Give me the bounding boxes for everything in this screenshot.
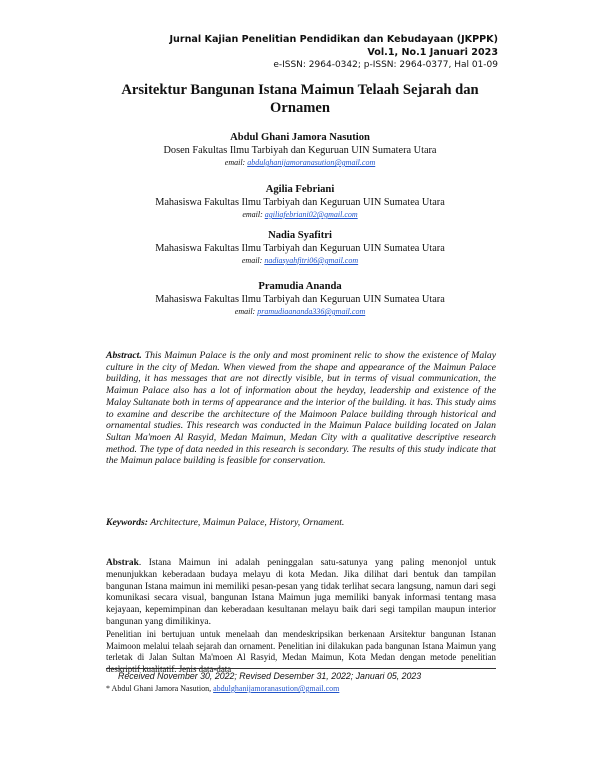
journal-volume: Vol.1, No.1 Januari 2023: [367, 47, 498, 58]
footer-divider: [106, 668, 496, 669]
author-email-line: [100, 255, 500, 266]
footnote-email-link[interactable]: abdulghanijamoranasution@gmail.com: [213, 684, 340, 693]
indonesian-abstract: [106, 558, 496, 676]
author-block-4: [100, 280, 500, 317]
corresponding-author-footnote: [106, 683, 339, 694]
received-dates: Received November 30, 2022; Revised Desember 31, 2022; Januari 05, 2023: [118, 671, 422, 681]
abstrak-label: Abstrak: [106, 558, 139, 568]
keywords-label: Keywords:: [106, 517, 148, 528]
author-block-2: [100, 183, 500, 220]
english-abstract: [106, 350, 496, 467]
journal-issn: e-ISSN: 2964-0342; p-ISSN: 2964-0377, Hal 01-09: [273, 60, 498, 70]
author-name: Agilia Febriani: [265, 184, 335, 195]
author-name: Nadia Syafitri: [268, 230, 332, 241]
author-email-link[interactable]: agiliafebriani02@gmail.com: [264, 210, 358, 219]
email-label: email:: [242, 210, 263, 219]
author-email-line: [100, 209, 500, 220]
journal-name: Jurnal Kajian Penelitian Pendidikan dan Kebudayaan (JKPPK): [169, 34, 498, 45]
keywords: [106, 517, 496, 529]
author-email-link[interactable]: abdulghanijamoranasution@gmail.com: [247, 158, 376, 167]
paper-title: [100, 81, 500, 117]
abstract-label: Abstract.: [106, 350, 142, 361]
author-affiliation: Mahasiswa Fakultas Ilmu Tarbiyah dan Keguruan UIN Sumatea Utara: [155, 243, 445, 254]
author-name: Pramudia Ananda: [258, 281, 342, 292]
footnote-author: * Abdul Ghani Jamora Nasution,: [106, 684, 212, 693]
email-label: email:: [241, 256, 263, 265]
paper-title-line2: Ornamen: [270, 100, 330, 116]
author-block-3: [100, 229, 500, 266]
author-email-line: [100, 157, 500, 168]
author-email-link[interactable]: nadiasyahfitri06@gmail.com: [264, 256, 359, 265]
email-label: email:: [234, 307, 256, 316]
author-email-link[interactable]: pramudiaananda336@gmail.com: [257, 307, 366, 316]
author-affiliation: Dosen Fakultas Ilmu Tarbiyah dan Keguruan UIN Sumatera Utara: [163, 145, 437, 156]
abstract-text: This Maimun Palace is the only and most prominent relic to show the existence of Malay culture in the city of Medan. When viewed from the shape and appearance of the Maimun Palace building, it has messages that are not directly visible, but in terms of visual communication, the Maimun Palace also has a lot of information about the heyday, leadership and existence of the Malay Sultanate both in terms of appearance and the interior of the building. it has. This study aims to examine and describe the architecture of the Maimoon Palace building through historical and ornamental studies. This research was conducted in the Maimun Palace building located on Jalan Sultan Ma'moen Al Rasyid, Medan Maimun, Medan City with a qualitative descriptive research method. The type of data needed in this research is secondary. The results of this study indicate that the Maimun palace building is feasible for conservation.: [106, 350, 496, 467]
author-name: Abdul Ghani Jamora Nasution: [230, 132, 370, 143]
paper-title-line1: Arsitektur Bangunan Istana Maimun Telaah Sejarah dan: [121, 82, 479, 98]
keywords-text: Architecture, Maimun Palace, History, Ornament.: [150, 517, 345, 528]
abstrak-text-1: . Istana Maimun ini adalah peninggalan satu-satunya yang paling menonjol untuk menunjukkan keberadaan budaya melayu di kota Medan. Jika dilihat dari bentuk dan tampilan bangunan Istana maimun ini memiliki pesan-pesan yang tidak terlihat secara langsung, namun dari segi komunikasi secara visual, bangunan Istana Maimun juga memiliki banyak informasi tentang masa kejayaan, kepemimpinan dan keberadaan kesultanan melayu baik dari segi tampilan maupun interior bangunan yang dimilikinya.: [106, 558, 496, 627]
email-label: email:: [224, 158, 246, 167]
author-affiliation: Mahasiswa Fakultas Ilmu Tarbiyah dan Keguruan UIN Sumatea Utara: [155, 197, 445, 208]
author-affiliation: Mahasiswa Fakultas Ilmu Tarbiyah dan Keguruan UIN Sumatea Utara: [155, 294, 445, 305]
abstrak-paragraph-1: [106, 558, 496, 629]
author-block-1: [100, 131, 500, 168]
abstrak-paragraph-2: Penelitian ini bertujuan untuk menelaah dan mendeskripsikan berkenaan Arsitektur bangunan Istanan Maimoon melalui telaah sejarah dan ornament. Penelitian ini dilakukan pada bangunan Istana Maimun yang terletak di Jalan Sultan Ma'moen Al Rasyid, Medan Maimun, Kota Medan dengan metode penelitian deskriptif kualitatif. Jenis data-data: [106, 628, 496, 675]
author-email-line: [100, 306, 500, 317]
